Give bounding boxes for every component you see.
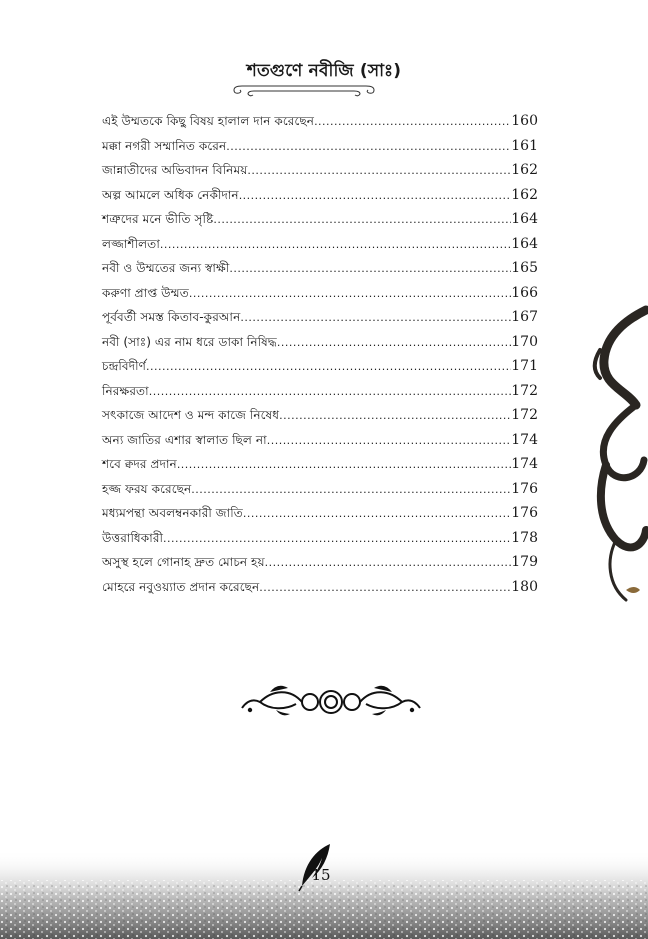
- toc-entry-title: অন্য জাতির এশার স্বালাত ছিল না: [102, 432, 267, 447]
- page-number: 15: [311, 866, 331, 884]
- toc-entry: [102, 334, 538, 359]
- toc-leader-dots: [259, 581, 511, 594]
- toc-entry-page: 166: [511, 284, 538, 301]
- toc-entry-title: শত্রুদের মনে ভীতি সৃষ্টি: [102, 212, 214, 226]
- toc-entry-title: মধ্যমপন্থা অবলম্বনকারী জাতি: [102, 506, 243, 520]
- toc-entry-title: উত্তরাধিকারী: [102, 530, 164, 545]
- toc-entry-page: 174: [511, 431, 538, 448]
- toc-leader-dots: [146, 360, 511, 373]
- toc-entry-page: 171: [511, 358, 538, 374]
- toc-entry: [102, 481, 538, 506]
- toc-entry-page: 167: [511, 309, 538, 325]
- toc-entry-page: 164: [511, 235, 538, 252]
- toc-leader-dots: [213, 213, 511, 226]
- toc-leader-dots: [229, 262, 511, 275]
- toc-entry: [102, 579, 538, 604]
- toc-entry-page: 179: [511, 554, 538, 570]
- toc-leader-dots: [191, 483, 511, 496]
- toc-leader-dots: [265, 556, 512, 569]
- toc-leader-dots: [277, 336, 511, 349]
- toc-entry: [102, 456, 538, 481]
- toc-leader-dots: [279, 409, 511, 422]
- toc-entry-title: অসুস্থ হলে গোনাহ দ্রুত মোচন হয়: [102, 555, 265, 569]
- toc-entry-page: 161: [511, 137, 538, 154]
- toc-entry-page: 170: [511, 333, 538, 350]
- toc-entry-title: মক্কা নগরী সম্মানিত করেন: [102, 138, 227, 153]
- toc-entry: [102, 554, 538, 579]
- toc-leader-dots: [267, 434, 512, 447]
- toc-entry: [102, 530, 538, 555]
- table-of-contents: [102, 113, 538, 603]
- toc-entry-page: 176: [511, 505, 538, 521]
- toc-entry-page: 165: [511, 260, 538, 276]
- toc-entry-page: 178: [511, 529, 538, 546]
- toc-entry-title: নবী ও উম্মতের জন্য স্বাক্ষী: [102, 261, 230, 275]
- toc-entry-page: 164: [511, 211, 538, 227]
- toc-entry: [102, 309, 538, 334]
- toc-entry: [102, 162, 538, 187]
- toc-leader-dots: [247, 164, 511, 177]
- toc-entry-page: 172: [511, 382, 538, 399]
- toc-entry-title: এই উম্মতকে কিছু বিষয় হালাল দান করেছেন: [102, 114, 315, 128]
- toc-entry-page: 174: [511, 456, 538, 472]
- toc-entry-title: নবী (সাঃ) এর নাম ধরে ডাকা নিষিদ্ধ: [102, 334, 277, 349]
- toc-leader-dots: [314, 115, 511, 128]
- toc-entry: [102, 138, 538, 163]
- toc-leader-dots: [160, 238, 511, 251]
- scroll-divider-icon: [228, 81, 380, 97]
- toc-entry-title: অল্প আমলে অধিক নেকীদান: [102, 187, 239, 202]
- toc-entry-page: 160: [511, 113, 538, 129]
- toc-leader-dots: [189, 287, 511, 300]
- toc-leader-dots: [163, 532, 511, 545]
- toc-entry-page: 180: [511, 578, 538, 595]
- toc-leader-dots: [149, 385, 512, 398]
- toc-entry: [102, 113, 538, 138]
- toc-entry-title: করুণা প্রাপ্ত উম্মত: [102, 285, 189, 300]
- toc-entry-title: নিরক্ষরতা: [102, 383, 149, 398]
- toc-entry: [102, 505, 538, 530]
- toc-entry-title: সৎকাজে আদেশ ও মন্দ কাজে নিষেধ: [102, 408, 280, 422]
- toc-entry: [102, 432, 538, 457]
- arabic-calligraphy-icon: [586, 290, 648, 630]
- page-title: শতগুণে নবীজি (সাঃ): [246, 61, 402, 81]
- toc-entry: [102, 187, 538, 212]
- toc-entry-title: লজ্জাশীলতা: [102, 236, 160, 251]
- toc-leader-dots: [177, 458, 511, 471]
- toc-entry-title: মোহরে নবুওয়্যাত প্রদান করেছেন: [102, 579, 260, 594]
- toc-leader-dots: [240, 311, 511, 324]
- toc-entry-page: 176: [511, 480, 538, 497]
- toc-entry: [102, 407, 538, 432]
- floral-ornament-icon: [240, 680, 422, 720]
- toc-entry-title: পূর্ববর্তী সমস্ত কিতাব-কুরআন: [102, 310, 241, 324]
- toc-leader-dots: [239, 189, 512, 202]
- toc-entry-page: 172: [511, 407, 538, 423]
- toc-entry-title: শবে ক্বদর প্রদান: [102, 457, 177, 471]
- toc-entry-title: চন্দ্রবিদীর্ণ: [102, 359, 146, 373]
- toc-entry: [102, 211, 538, 236]
- toc-entry-title: হজ্জ ফরয করেছেন: [102, 481, 192, 496]
- toc-leader-dots: [243, 507, 511, 520]
- toc-entry-page: 162: [511, 162, 538, 178]
- toc-leader-dots: [226, 140, 511, 153]
- toc-entry-title: জান্নাতীদের অভিবাদন বিনিময়: [102, 163, 248, 177]
- toc-entry: [102, 260, 538, 285]
- toc-entry: [102, 285, 538, 310]
- toc-entry: [102, 383, 538, 408]
- toc-entry-page: 162: [511, 186, 538, 203]
- toc-entry: [102, 236, 538, 261]
- toc-entry: [102, 358, 538, 383]
